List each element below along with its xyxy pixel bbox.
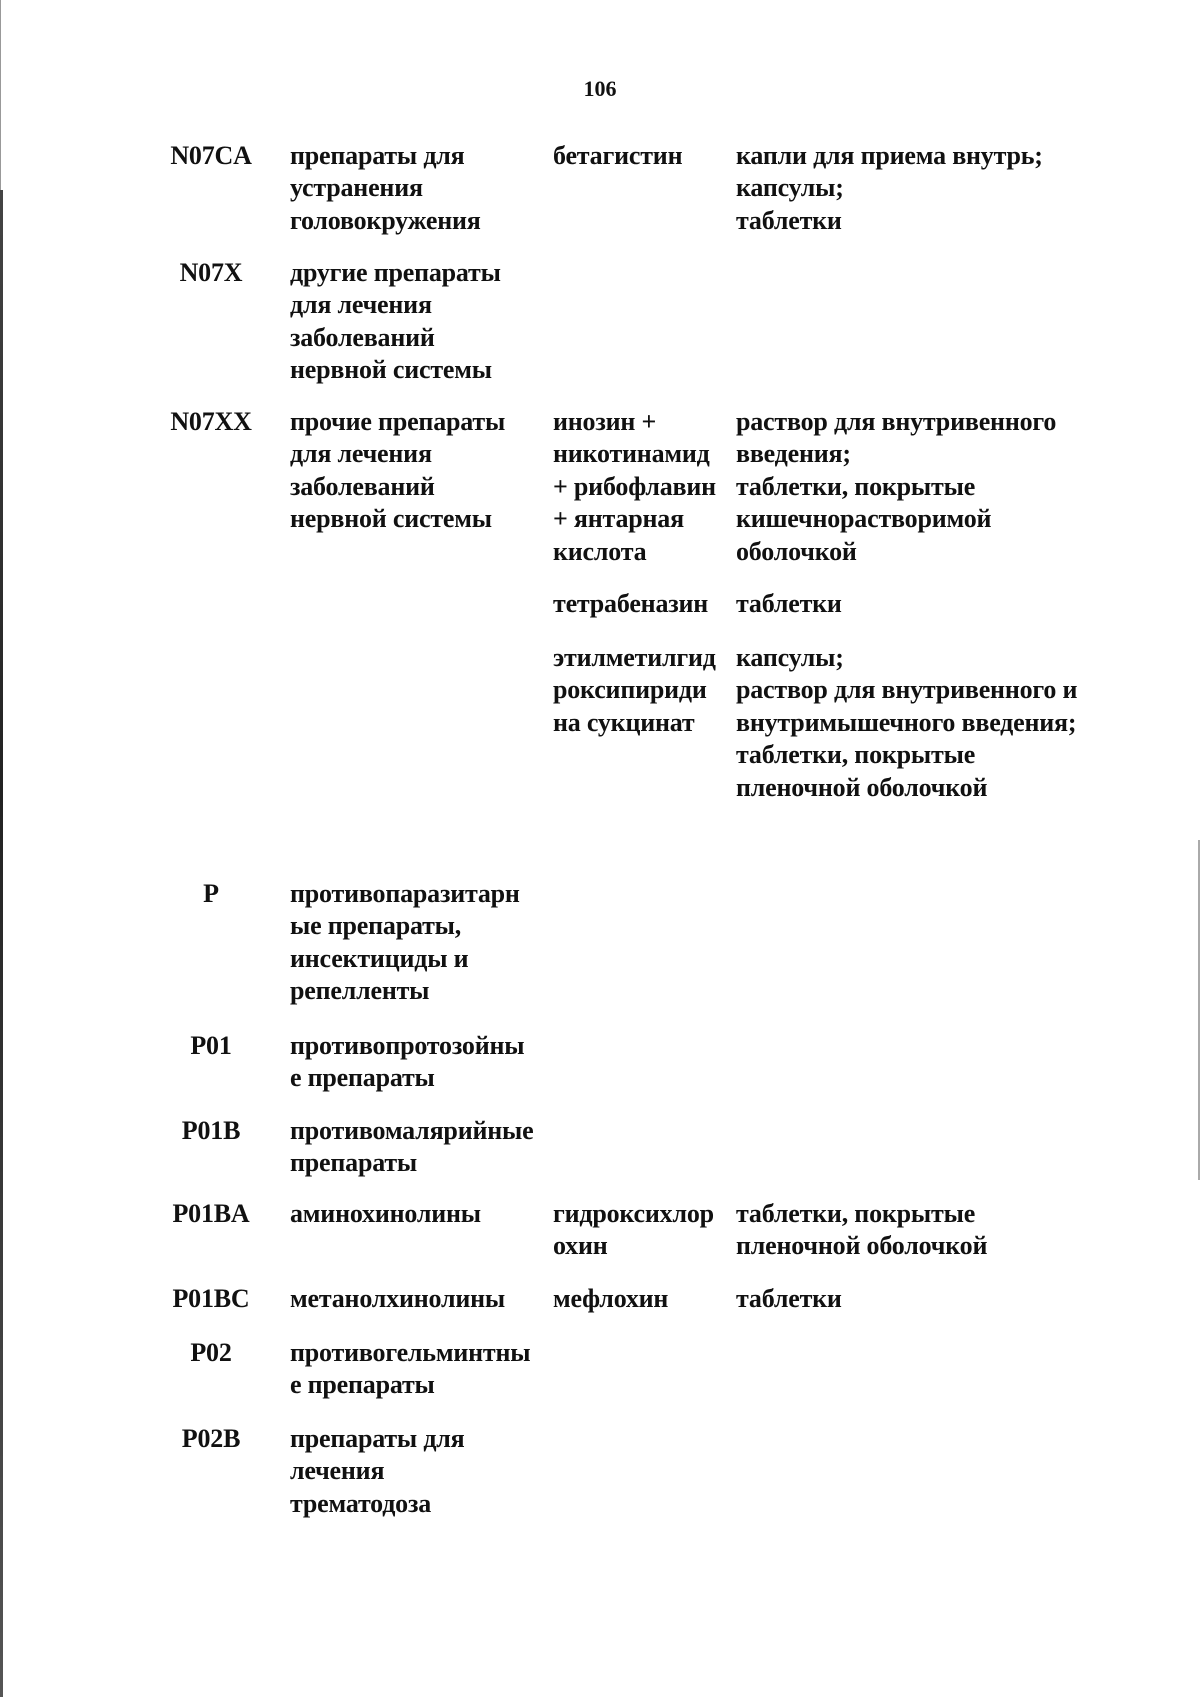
group-name: другие препараты для лечения заболеваний нервной системы: [290, 258, 501, 385]
atc-code: P02B: [181, 1424, 241, 1453]
dosage-forms: капсулы; раствор для внутривенного и внутримышечного введения; таблетки, покрытые пленочной оболочкой: [736, 643, 1078, 802]
page-number: 106: [583, 76, 617, 101]
group-name: противогельминтны е препараты: [290, 1338, 531, 1400]
drug-name: инозин + никотинамид + рибофлавин + янтарная кислота: [553, 407, 716, 566]
dosage-forms: таблетки: [736, 1284, 842, 1313]
group-name: препараты для лечения трематодоза: [290, 1424, 465, 1518]
group-name: прочие препараты для лечения заболеваний нервной системы: [290, 407, 506, 534]
drug-name: гидроксихлор охин: [553, 1199, 714, 1261]
atc-code: P: [203, 879, 219, 908]
drug-name: мефлохин: [553, 1284, 669, 1313]
atc-code: P01BA: [172, 1199, 250, 1228]
dosage-forms: таблетки: [736, 589, 842, 618]
group-name: метанолхинолины: [290, 1284, 506, 1313]
group-name: препараты для устранения головокружения: [290, 141, 481, 235]
drug-name: тетрабеназин: [553, 589, 709, 618]
dosage-forms: раствор для внутривенного введения; таблетки, покрытые кишечнорастворимой оболочкой: [736, 407, 1057, 566]
group-name: противопротозойны е препараты: [290, 1031, 525, 1093]
group-name: аминохинолины: [290, 1199, 481, 1228]
atc-code: P01: [190, 1031, 232, 1060]
dosage-forms: капли для приема внутрь; капсулы; таблетки: [736, 141, 1043, 235]
drug-name: бетагистин: [553, 141, 683, 170]
atc-code: N07X: [179, 258, 243, 287]
atc-code: P01B: [181, 1116, 241, 1145]
atc-code: P02: [190, 1338, 232, 1367]
dosage-forms: таблетки, покрытые пленочной оболочкой: [736, 1199, 988, 1261]
group-name: противомалярийные препараты: [290, 1116, 534, 1178]
group-name: противопаразитарн ые препараты, инсектициды и репелленты: [290, 879, 520, 1006]
atc-code: N07CA: [170, 141, 252, 170]
atc-code: N07XX: [170, 407, 252, 436]
scan-edge-left: [0, 190, 3, 1697]
drug-name: этилметилгид роксипириди на сукцинат: [553, 643, 716, 737]
atc-code: P01BC: [172, 1284, 250, 1313]
